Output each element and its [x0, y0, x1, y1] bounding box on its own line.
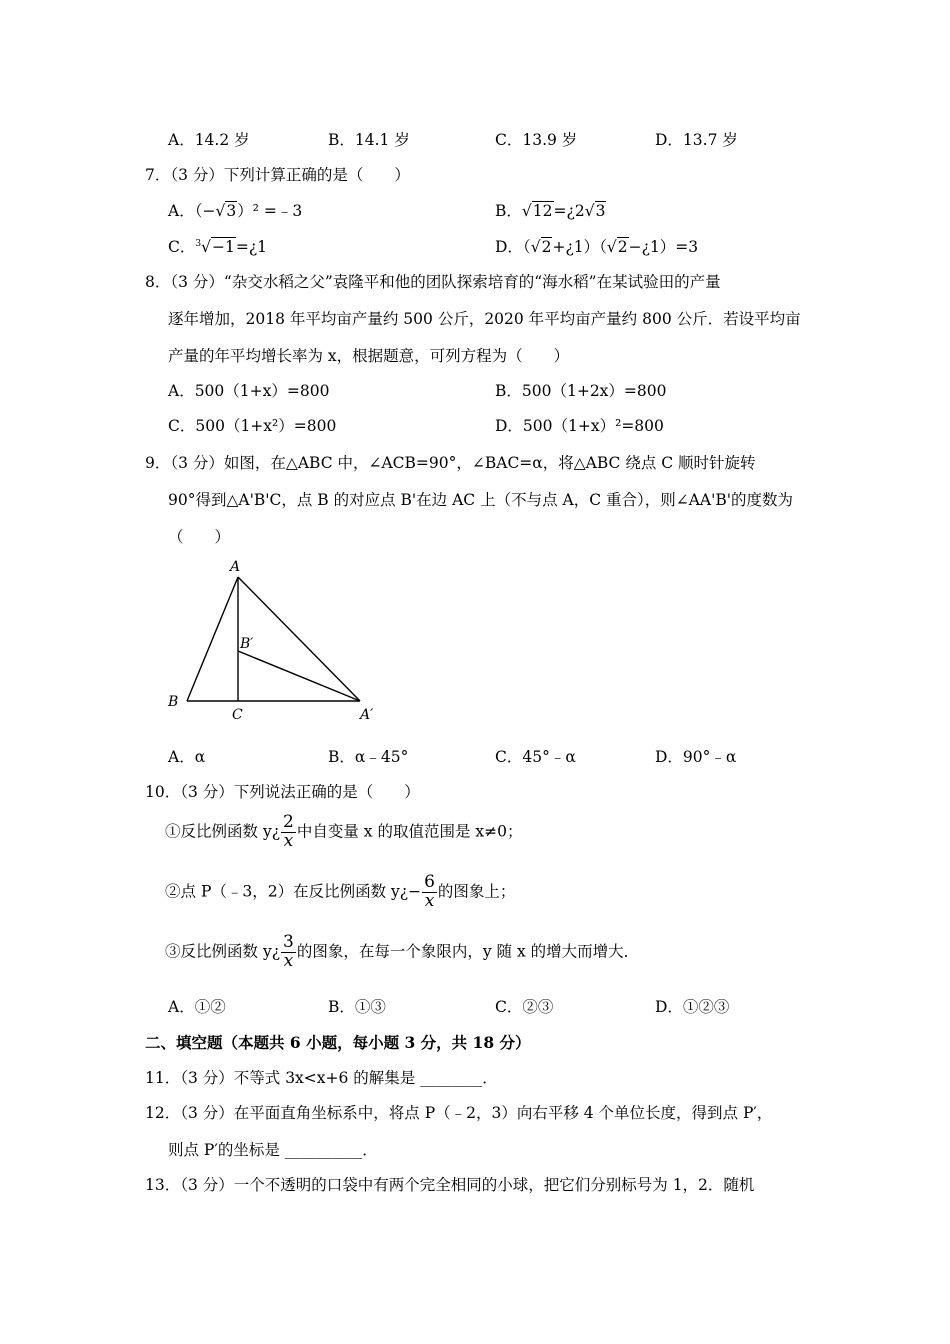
q10-statement-3: ③反比例函数 y¿ $\frac{3}{x}$ 的图象，在每一个象限内，y 随 x 的增大而增大．	[165, 932, 640, 971]
section-2-heading: 二、填空题（本题共 6 小题，每小题 3 分，共 18 分）	[145, 1033, 531, 1052]
q10-stem: 10．（3 分）下列说法正确的是（ ）	[145, 783, 420, 801]
label-b-prime: B′	[240, 636, 254, 652]
q12-line-1: 12．（3 分）在平面直角坐标系中，将点 P（﹣2，3）向右平移 4 个单位长度，得到点 P′，	[145, 1104, 773, 1122]
q13-line-1: 13．（3 分）一个不透明的口袋中有两个完全相同的小球，把它们分别标号为 1，2．随机	[145, 1176, 755, 1194]
q9-triangle-figure	[160, 555, 390, 725]
q8-line-3: 产量的年平均增长率为 x，根据题意，可列方程为（ ）	[168, 347, 570, 365]
q6-option-c: C．13.9 岁	[495, 131, 578, 149]
q9-line-3: （ ）	[168, 528, 231, 546]
q9-option-d: D．90°﹣α	[655, 748, 737, 766]
q9-option-c: C．45°﹣α	[495, 748, 576, 766]
q10-statement-2: ②点 P（﹣3，2）在反比例函数 y¿− $\frac{6}{x}$ 的图象上；	[165, 872, 516, 911]
q10-option-d: D．①②③	[655, 998, 730, 1016]
q8-line-2: 逐年增加，2018 年平均亩产量约 500 公斤，2020 年平均亩产量约 800 公斤．若设平均亩	[168, 310, 801, 328]
q9-option-b: B．α﹣45°	[328, 748, 409, 766]
q9-line-1: 9．（3 分）如图，在△ABC 中，∠ACB=90°，∠BAC=α，将△ABC 绕点 C 顺时针旋转	[145, 454, 756, 472]
q6-option-a: A．14.2 岁	[168, 131, 250, 149]
q8-option-b: B．500（1+2x）=800	[495, 382, 667, 400]
q10-option-b: B．①③	[328, 998, 386, 1016]
label-b: B	[168, 694, 179, 710]
q7-stem: 7．（3 分）下列计算正确的是（ ）	[145, 166, 410, 184]
q6-option-d: D．13.7 岁	[655, 131, 738, 149]
label-a-prime: A′	[360, 707, 374, 723]
q7-option-d: D．（√2+¿1）（√2−¿1）=3	[495, 238, 699, 256]
q10-option-c: C．②③	[495, 998, 554, 1016]
q6-option-b: B．14.1 岁	[328, 131, 410, 149]
q7-option-b: B．√12=¿2√3	[495, 202, 606, 220]
q7-option-a: A．（−√3）² =﹣3	[168, 202, 303, 220]
label-c: C	[232, 707, 243, 723]
label-a: A	[230, 559, 241, 575]
segment-aap	[238, 577, 360, 701]
q7-option-c: C．$^3$√−1=¿1	[168, 238, 268, 256]
q8-option-c: C．500（1+x²）=800	[168, 417, 337, 435]
q8-line-1: 8．（3 分）“杂交水稻之父”袁隆平和他的团队探索培育的“海水稻”在某试验田的产量	[145, 273, 721, 291]
segment-bpap	[238, 651, 360, 701]
q12-line-2: 则点 P′的坐标是 __________．	[168, 1141, 378, 1159]
segment-ab	[187, 577, 238, 701]
q9-option-a: A．α	[168, 748, 206, 766]
q9-line-2: 90°得到△A'B'C，点 B 的对应点 B'在边 AC 上（不与点 A，C 重合），则∠AA'B'的度数为	[168, 491, 794, 509]
q10-statement-1: ①反比例函数 y¿ $\frac{2}{x}$ 中自变量 x 的取值范围是 x≠0；	[165, 812, 523, 851]
q8-option-d: D．500（1+x）²=800	[495, 417, 664, 435]
q8-option-a: A．500（1+x）=800	[168, 382, 330, 400]
q11-text: 11．（3 分）不等式 3x<x+6 的解集是 ________．	[145, 1069, 498, 1087]
q10-option-a: A．①②	[168, 998, 226, 1016]
